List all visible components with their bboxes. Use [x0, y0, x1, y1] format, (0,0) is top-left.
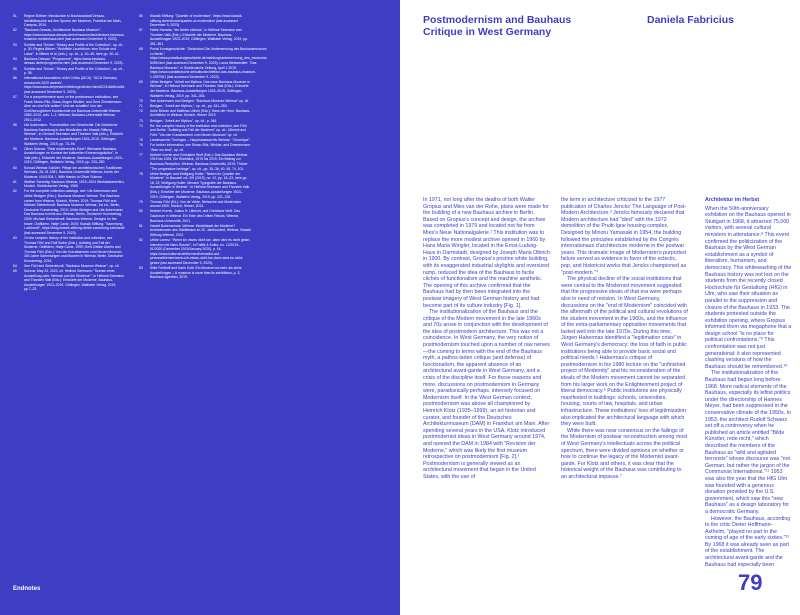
body-paragraph: While there was near consensus on the failings of the Modernism of postwar reconstruction among most of West Germany's intellectuals across the political spectrum, there were divided opinions on whether or how to continue the legacy of the Modernist avant-garde. For Klotz and others, it was clear that the historical weight of the Bauhaus was contributing to an architectural impasse.⁷ [561, 427, 688, 480]
endnote [139, 153, 251, 171]
endnote [139, 119, 251, 124]
endnote-number: 53 [13, 42, 17, 47]
endnote-text: Thomas Föhl (Ed.): Von de Velde, Nietzsche und Modernism around 1900, Munich, Hirmer, 2013. [150, 199, 242, 209]
endnote-number: 72 [139, 108, 143, 113]
endnote-text: For a comprehensive work on the predecessor institutions, see Frank Simon-Ritz, Klaus-Jürgen Winkler, and Gerd Zimmermann: Aber wo sind Wir wollen? Und wir schaffen! Von der Großherzoglichen Kunstschule zur Bauhaus-Universität Weimar, 1860–2010, vols. 1–2, Weimar, Bauhaus-Universität Weimar, 2010–2012. [24, 95, 122, 123]
endnote-number: 62 [13, 189, 17, 194]
endnote-text: Bauhaus Dessau: "Programme", https://www.bauhaus-dessau.de/en/programme.html (last accessed December 9, 2023). [24, 56, 124, 66]
endnote-text: Anke Blümm and Matthias Ullrich (Eds.): Hans der Horn. Bauhaus-Architektur in Weimar, Munich, Hirmer 2019. [150, 108, 251, 118]
endnote-text: Landesarchiv Thüringen – Hauptstaatsarchiv Weimar: "Chronique". [150, 137, 251, 142]
endnote-number: 76 [139, 143, 143, 148]
endnote-text: International Association of Art Critics (AICA): "AICA Germany announces 2020 awards", https://www.aica.de/preise/mitteilungen/index.htm#IDX1d6e8c4c8d (last accessed December 9, 2023). [24, 76, 125, 94]
endnote [13, 180, 125, 189]
endnote-text: Schäbe and Thöner: "History and Profile of the Collection", op. cit., p. 35. [24, 66, 124, 76]
endnote [139, 224, 251, 238]
endnote-number: 52 [13, 28, 17, 33]
endnote-number: 82 [139, 237, 143, 242]
body-paragraph: The institutionalization of the Bauhaus had begun long before 1968. More radical elements of the Bauhaus, especially its leftist politics under the directorship of Hannes Meyer, had been suppressed in the conservative climate of the 1950s. In 1953, the architect Rudolf Schwarz set off a controversy when he published an article entitled "Bilde Künstler, rede nicht," which described the members of the Bauhaus as "wild and agitated terrorists" whose discourse was "not German, but rather the jargon of the Communist International."¹¹ 1953 was also the year that the HfG Ulm was founded with a generous donation provided by the U.S. government, which saw this "new Bauhaus" as a design laboratory for a democratic Germany. [705, 370, 791, 515]
endnote-number: 83 [139, 265, 143, 270]
body-paragraph: the term in architecture criticized to the 1977 publication of Charles Jencks' The Language of Post-Modern Architecture.³ Jencks famously declared that Modern architecture had "died" with the 1972 demolition of the Pruitt-Igoe housing complex. Designed by Minoru Yamasaki in 1954, the building followed the principles established by the Congrès internationaux d'architecture moderne in the postwar years. This dramatic image of Modernism's purported failure served as evidence in favor of the eclectic, pop, and historicist works that Jencks championed as "post-modern."⁴ [561, 197, 687, 276]
endnote-text: Klassik Stiftung: "Quartier of modernism", https://www.klassik-stiftung.de/en/home/quartier-of-modernism/ (last accessed December 9, 2023). [150, 14, 243, 28]
endnote [13, 95, 125, 123]
endnote-number: 54 [13, 56, 17, 61]
endnote [13, 14, 125, 28]
endnote-number: 70 [139, 98, 143, 103]
endnote-text: Portal Kunstgeschichte: "Gedenkort Die Umbenennung des Bauhausmuseum zu Berlin", https://www.portalkunstgeschichte.de/meldung/umbenennung_des_museums-8495.html (last accessed December 9, 2023); Laura Weissmüller: "Das Bauhaus Museum", in Süddeutsche Zeitung, April 1 2019, https://www.sueddeutsche.de/kultur/architektur-das-bauhaus-museum-1.4397061 (last accessed December 9, 2023). [150, 47, 268, 79]
article-title-line-1: Postmodernism and Bauhaus [423, 14, 572, 26]
endnote [13, 269, 125, 292]
endnote-number: 74 [139, 123, 143, 128]
endnote [139, 104, 251, 109]
endnote-number: 64 [13, 263, 17, 268]
endnote-text: Silke Feldhoff and Karin Kolb: Ein Museum ist mehr als seine Ausstellungen – A museum is more than its exhibitions, p. 3, Bauhaus Agentien, 2019. [150, 265, 242, 280]
endnote-number: 51 [13, 14, 17, 18]
endnote [139, 14, 251, 28]
sidebar-column [705, 197, 792, 577]
endnote [139, 28, 251, 46]
body-paragraph: The physical decline of the social institutions that were central to the Modernist movement suggested that the progressive ideals of that era were perhaps also in need of revision. In West Germany, discussions on the "end of Modernism" coincided with the aftermath of the political and cultural revolutions of the student movement in the 1960s, and the influence of the extra-parliamentary opposition movements that lasted well into the late 1970s. During this time, Jürgen Habermas identified a "legitimation crisis" in West Germany's democracy: the loss of faith in public institutions being able to provide basic social and political needs.⁵ Habermas's critique of postmodernism in his 1980 lecture on the "unfinished project of Modernity" and his reconsideration of the ideals of the Modern movement cannot be separated from his larger work on the Enlightenment project of liberal democracy.⁶ Public institutions are physically manifested in buildings: schools, universities, housing, courts of law, hospitals, and urban infrastructure. These institutions' loss of legitimization also implicated the architectural language with which they were built. [561, 276, 688, 428]
essay-page [400, 0, 800, 615]
endnote-text: Ulrike Bestgen: "Arbeit am Mythos. Das neue Bauhaus-Museum in Weimar", in Hellmut Seemann and Thorsten Valk (Eds.): Entwürfe der Moderne. Bauhaus-Ausstellungen 1923–2019, Göttingen, Wallstein Verlag, 2019, pp. 341–353. [150, 79, 250, 98]
endnote [13, 28, 125, 42]
endnote [139, 124, 251, 138]
endnote [139, 143, 251, 152]
endnotes-label: Endnotes [13, 586, 41, 592]
endnote [13, 76, 125, 94]
endnote-number: 58 [13, 123, 17, 128]
endnote-number: 73 [139, 118, 143, 123]
body-paragraph: In 1971, not long after the deaths of both Walter Gropius and Mies van der Rohe, plans were made for the building of a new Bauhaus archive in Berlin. Based on Gropius's concept and design, the archive was completed in 1979 and located not far from Mies's Neue Nationalgalerie.¹ This institution was to replace the more modest archive opened in 1960 by Hans Maria Wingler, located in the Ernst-Ludwig-Haus in Darmstadt, designed by Joseph Maria Olbrich in 1900. By contrast, Gropius's pristine white building, with its exaggerated industrial skylights and oversized ramp, reduced the idea of the Bauhaus to facile clichés of functionalism and the machine aesthetic. The opening of this archive confirmed that the Bauhaus had by then been integrated into the postwar imagery of West German history and had become part of its culture industry [Fig. 1]. [423, 197, 550, 309]
endnote-number: 71 [139, 103, 143, 108]
endnote-number: 55 [13, 66, 17, 71]
endnote [139, 80, 251, 98]
body-column-2 [561, 197, 688, 577]
endnote-number: 61 [13, 179, 17, 184]
endnote-number: 69 [139, 79, 143, 84]
endnote [13, 166, 125, 180]
endnote-number: 63 [13, 235, 17, 240]
endnote [139, 109, 251, 118]
endnote-number: 80 [139, 209, 143, 214]
endnote [139, 138, 251, 143]
endnote-text: On the complex history of the institution and collection, see Thomas Föhl and Rolf Bothe (Eds.), Aufstieg und Fall der Moderne, Ostfildern, Hatje Cantz, 1999; Gerd Dettke Uberts and Thomas Föhl (Eds.): Von der Kunstkammer zum Neuen Museum. 300 Jahre Sammlungen und Museen in Weimar, Berlin, Deutscher Kunstverlag, 2015. [24, 235, 124, 263]
body-column-1 [423, 197, 550, 577]
endnote-text: Sukrow, May 23, 2023, cit. Hellmut Seemann: "Szenen einer Ausstellung oder: Weimar und die 'Moderne'", in Hellmut Seemann and Thorsten Valk (Eds.): Entwürfe der Moderne. Bauhaus-Ausstellungen 1923–2019, Göttingen, Wallstein Verlag, 2019, pp.7–23. [24, 269, 125, 292]
body-paragraph: The institutionalization of the Bauhaus and the critique of the Modern movement in the late 1960s and 70s arose in conjunction with the development of the idea of postmodern architecture. This was not a coincidence. In West Germany, the very notion of postmodernism touched upon a number of raw nerves—the coming to terms with the end of the Bauhaus myth, a pathos-laden critique (and defense) of functionalism, the apparent absence of an architectural avant-garde in West Germany, and a crisis of the discipline itself. For these reasons and more, discussions on postmodernism in Germany were, paradoxically perhaps, intensely focused on Modernism itself. In the West German context, postmodernism was above all championed by Heinrich Klotz (1935–1999), an art historian and curator, and founder of the Deutsches Architekturmuseum (DAM) in Frankfurt am Main. After spending several years in the USA, Klotz introduced postmodernist ideas in West Germany around 1974, and opened the DAM in 1984 with "Revision der Moderne," which was likely the first museum retrospective on postmodernism [Fig. 2].² Postmodernism is generally viewed as an architectural movement that began in the United States, with the use of [423, 309, 550, 480]
endnote-text: Ulrike Bestgen and Wolfgang Holler: "Neben im Quartier der Moderne", in Bauwelt vol. 3/9 (2019), no. 12, pp. 18–23, here pp. 18, 22; Wolfgang Holler: Mensch Typografie der Bauhaus-Ausstellungen in Weimar", in Hellmut Seemann and Thorsten Valk (Eds.): Entwürfe der Moderne. Bauhaus-Ausstellungen 1923–2019, Göttingen, Wallstein Verlag, 2019, pp. 221–232. [150, 171, 250, 199]
endnote-text: Harald Bodenschatz: Weimar. Modellstadt der Moderne? Ambivalenzen des Städtebaus im 20. Jahrhundert, Weimar, Klassik Stiftung Weimar, 2012. [150, 223, 251, 237]
endnote-text: Schäbe and Thöner: "History and Profile of the Collection", op. cit., p. 30; Regina Bittner: "Wohlfeile Leuchtturm: eine Schule und Labor", in Bittner et al. (eds.), op. cit., p. 40–45, here pp. 40–41. [24, 42, 124, 56]
endnotes-column-1 [13, 14, 125, 534]
endnote-number: 77 [139, 152, 143, 157]
endnotes-column-2 [139, 14, 268, 534]
article-title-line-2: Critique in West Germany [423, 26, 552, 38]
endnote-text: Regine Böttner: Introduction to Bauhausstadt Dessau, Identitätssuche auf den Spuren der Moderne, Frankfurt am Main, Campus, 2010. [24, 14, 122, 28]
endnote-text: "Bauhaus Dessau, Architecture Bauhaus Museum", https://www.bauhaus-dessau.de/en/museum/architecture-bauhaus-museum-meisterhaus.html (last accessed December 9, 2023). [24, 28, 125, 42]
endnote-number: 67 [139, 28, 143, 33]
endnote-text: Norbert Korrek and Christiane Wolf (Eds.): Das Bauhaus Weimar 1919 bis 1925. Ein Rückblick, 1976 bis 2019. Ein Beitrag zur Bauhaus-Rezeption, Weimar, Bauhaus-Universität, 2019; Thöner: "The progressive heritage", op. cit., pp. 35–36, 40, 45, 74, 101. [150, 152, 249, 171]
sidebar-body [705, 206, 792, 569]
author-name: Daniela Fabricius [647, 14, 734, 26]
endnote-text: See Föhl and Siebenbrodt: "Bauhaus Museum Weimar", op. cit. [24, 263, 120, 268]
endnote-text: See Ackermann and Bestgen: "Bauhaus Museum Weimar" op. cit. [150, 98, 250, 103]
endnote-number: 60 [13, 165, 17, 170]
endnote [13, 43, 125, 57]
article-title [423, 14, 571, 38]
endnote-number: 75 [139, 137, 143, 142]
endnote [13, 67, 125, 76]
endnote [13, 236, 125, 264]
body-paragraph: However, the Bauhaus, according to the critic Dieter Hoffmann-Axthelm, "played no part in the coming of age of the early sixties."¹² By 1968 it was already seen as part of the establishment. The architectural avant-garde and the Bauhaus had especially been [705, 515, 791, 568]
endnote [139, 172, 251, 200]
endnote-number: 56 [13, 76, 17, 81]
endnote [139, 266, 251, 280]
endnote [139, 200, 251, 209]
endnote [139, 238, 251, 266]
endnote-text: Norbert Korrek, Justus H. Ulbricht, and Christiane Wolf: Das Gauforum in Weimar. Ein Erbe des Dritten Reichs, Weimar, Bauhaus-Universität, 2001. [150, 209, 241, 223]
endnote-text: Re. the complex history of the institution and collection, see Föhl and Bothe: "Aufstieg und Fall der Moderne" op. cit.; Ulbricht and Föhl: "Von der Kunstkammer zum Neuen Museum" op. cit. [150, 123, 247, 137]
endnote [139, 47, 268, 79]
endnote-number: 66 [139, 14, 143, 18]
body-paragraph: When the 50th-anniversary exhibition on the Bauhaus opened in Stuttgart in 1968, it attracted 75,000 visitors, with several cultural ministers in attendance.⁸ This event confirmed the politicization of the Bauhaus by the West German establishment as a symbol of liberalism, humanism, and democracy. This whitewashing of the Bauhaus history was not lost on the students from the recently closed Hochschule für Gestaltung (HfG) in Ulm, who saw their situation as parallel to the suppression and closure of the Bauhaus in 1933. The students protested outside the exhibition opening, where Gropius informed them via megaphone that a design school "is no place for political confrontations."⁹ This confrontation was not just generational: it also represented clashing versions of how the Bauhaus should be remembered.¹⁰ [705, 205, 792, 370]
endnote [13, 264, 125, 269]
sidebar-title: Architektur im Herbst [705, 197, 760, 203]
endnote [139, 209, 251, 223]
endnote-text: Konrad Weimar Schüler: Pflege der architektonischen Traditionen Weimars, 26–31 1981, Bauhaus-Universität Weimar, Archiv der Moderne, I/04/1004, I, With thanks to Oliver Sukrow. [24, 165, 123, 179]
endnote [139, 99, 251, 104]
endnote-number: 79 [139, 199, 143, 204]
endnote-text: Ulrike Lorenz: "Wenn ich etwas nicht tue, dann wird es nicht getan. Interview mit Hans Rosner", in Politik & Kultur, no. 12/2019–01/2020 (December 2019/January 2020), p. 16, https://www.kulturrat.de/themen/heimat/ist-auf-personalthemen/wenn-ich-etwas-nicht-tue-dann-wird-es-nicht-getan/ (last accessed December 9, 2023). [150, 237, 251, 265]
endnote [13, 189, 125, 235]
endnote-number: 59 [13, 146, 17, 151]
page-number: 79 [738, 570, 763, 595]
endnote-number: 81 [139, 223, 143, 228]
endnote-text: For further information, see Simon-Ritz, Winkler, and Zimmermann: "Aber wo sind", op. cit. [150, 143, 251, 152]
endnote-text: Oliver Sukrow: "Real existierendes Erbe? Weimarer Bauhaus-Ausstellungen im Kontext der kulturellen Erinnerungskultur", in Valk (eds.), Entwürfe der Moderne, Bauhaus-Ausstellungen 1923–2019, Göttingen, Wallstein Verlag, 2019, pp. 233–250. [24, 146, 124, 165]
endnote-number: 65 [13, 269, 17, 274]
endnote-text: For the complete collection catalogs, see: Ute Ackermann and Ulrike Bestgen (Eds.): Bauhaus Museum Weimar. The Bauhaus comes from Weimar, Munich, Hirmer, 2019; Thomas Föhl and Michael Siebenbrodt: Bauhaus Museum Weimar, 1st ed., Berlin, Deutscher Kunstverlag, 2010; Ulrike Bestgen and Ute Ackermann: Das Bauhaus kommt aus Weimar, Berlin, Deutscher Kunstverlag, 2009; Michael Siebenbrodt: Bauhaus Weimar. Designs for the future, Ostfildern, Hatje Cantz, 2000; Klassik Stiftung: "Sammlung Luckhardt", https://blog.klassik-stiftung.de/die-sammlung-luckhardt/ (last accessed December 9, 2023). [24, 189, 125, 235]
endnote-text: Ute Ackermann: "Konstruktion von Geschichte. Die historische Bauhaus-Sammlung in den Beständen der Klassik Stiftung Weimar", in Gerhard Seemann and Thorsten Valk (eds.), Entwürfe der Moderne. Bauhaus-Ausstellungen 1923–2019, Göttingen, Wallstein Verlag, 2019, pp. 73–96. [24, 123, 124, 146]
endnote-number: 57 [13, 95, 17, 100]
endnote-number: 68 [139, 47, 143, 52]
endnote [13, 57, 125, 66]
endnote-number: 78 [139, 171, 143, 176]
endnote [13, 147, 125, 165]
endnote-text: Heike Hanada, "ein lichter schloss", in Hellmut Seemann and Thorsten Valk (Eds.): Entwürfe der Moderne. Bauhaus-Ausstellungen 1923–2019, Göttingen, Wallstein Verlag, 2019, pp. 351–361. [150, 28, 248, 47]
endnote-text: Walther Scheidig: Bauhaus Weimar, 1919–1924 Werkstattarbeiten, Munich, Süddeutscher Verlag, 1966. [24, 179, 125, 189]
endnote [13, 123, 125, 146]
endnote-text: Bestgen: "Arbeit am Mythos,", op. cit., pp. 341–353. [150, 103, 228, 108]
endnote-text: Bestgen: "Arbeit am Mythos", op. cit., p. 346. [150, 118, 218, 123]
